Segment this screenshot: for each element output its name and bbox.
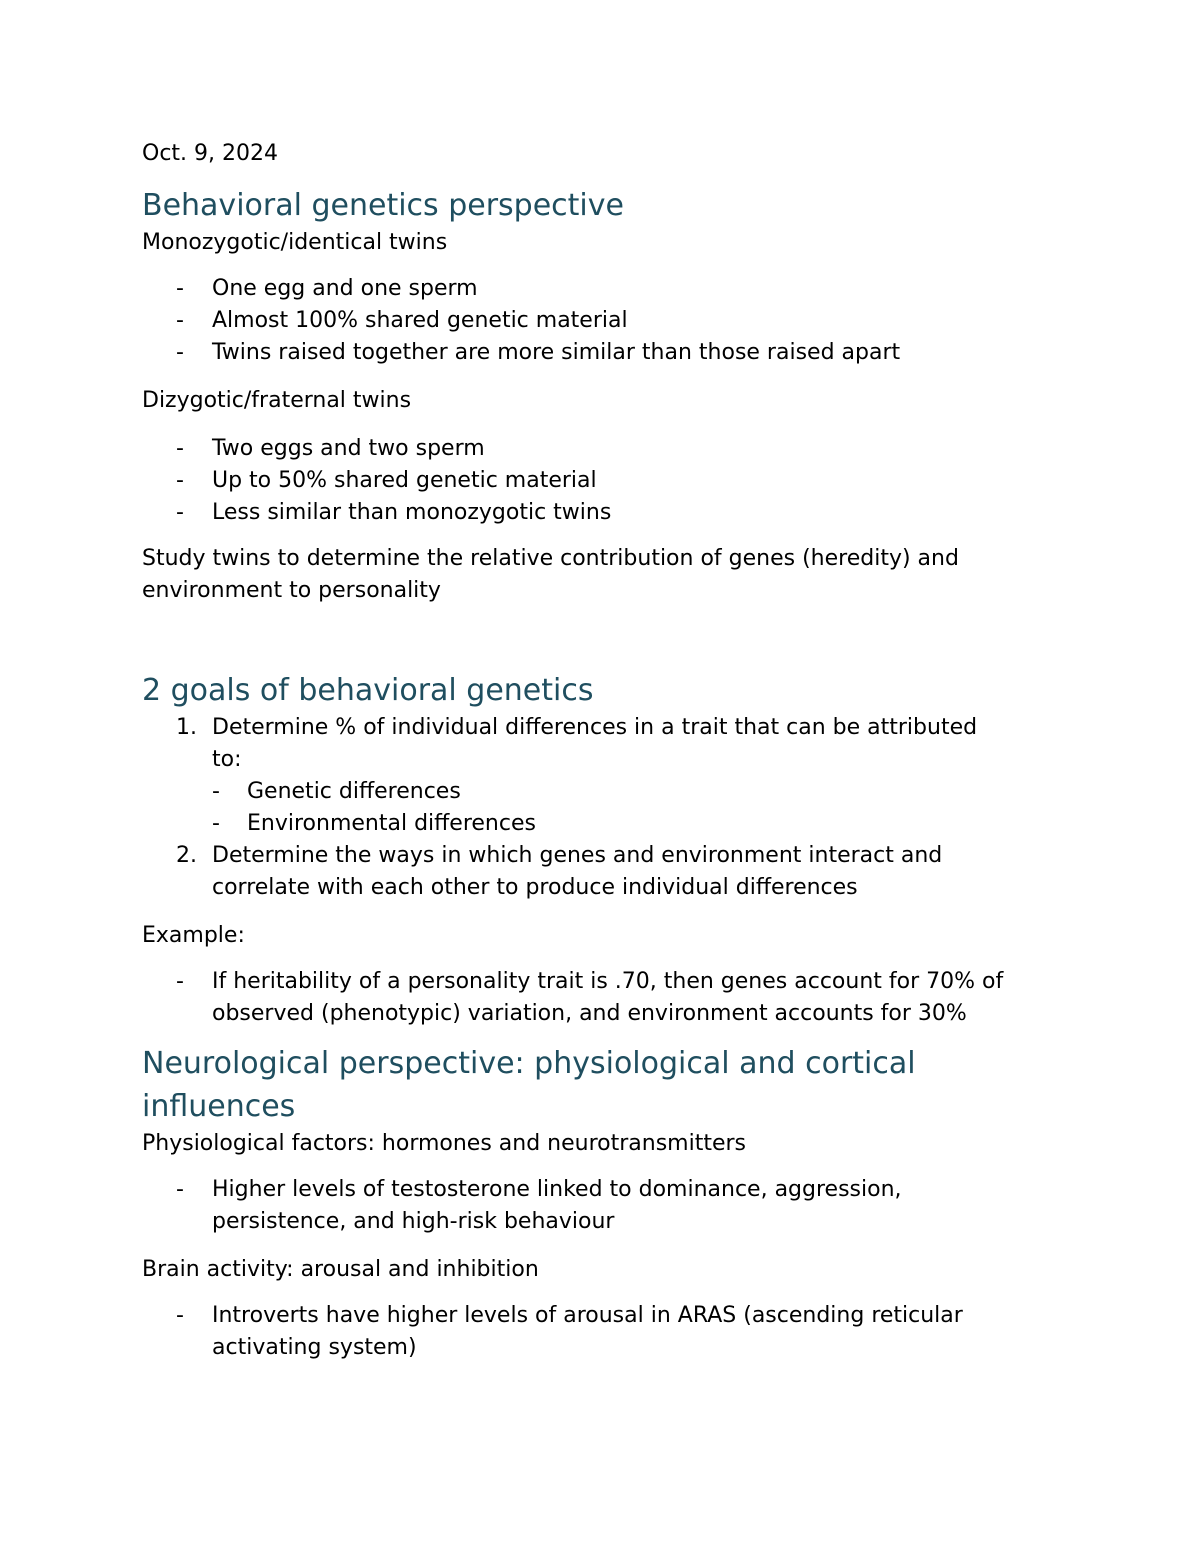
- list-item: [142, 1300, 1062, 1364]
- goal-item-1: [142, 712, 1062, 840]
- list-item: - One egg and one sperm: [142, 273, 1062, 305]
- physiological-line-1: - Higher levels of testosterone linked to dominance, aggression,: [212, 1177, 902, 1202]
- document-body: [142, 138, 1062, 1364]
- goals-list: [142, 712, 1062, 904]
- physiological-line-2: persistence, and high-risk behaviour: [212, 1209, 615, 1234]
- goal-2-line-2: correlate with each other to produce individual differences: [212, 875, 858, 900]
- heading-neurological: [142, 1042, 1062, 1128]
- di-twins-title: Dizygotic/fraternal twins: [142, 388, 412, 413]
- heading-neurological-line-2: influences: [142, 1089, 296, 1124]
- physiological-list: [142, 1174, 1062, 1238]
- brain-activity-list: [142, 1300, 1062, 1364]
- goal-1-line-1: Determine % of individual differences in a trait that can be attributed: [212, 715, 978, 740]
- date-line: Oct. 9, 2024: [142, 141, 278, 166]
- heading-neurological-line-1: Neurological perspective: physiological and cortical: [142, 1046, 916, 1081]
- goal-number: 1.: [176, 715, 197, 740]
- study-twins-line-2: environment to personality: [142, 578, 441, 603]
- list-item: - Up to 50% shared genetic material: [142, 465, 1062, 497]
- heading-behavioral-genetics: Behavioral genetics perspective: [142, 188, 624, 223]
- goal-1-sublist: [212, 776, 1062, 840]
- list-item: - Two eggs and two sperm: [142, 433, 1062, 465]
- example-title: Example:: [142, 923, 245, 948]
- list-item: - Environmental differences: [212, 808, 1062, 840]
- goal-item-2: [142, 840, 1062, 904]
- goal-2-line-1: Determine the ways in which genes and environment interact and: [212, 843, 943, 868]
- goal-1-line-2: to:: [212, 747, 242, 772]
- mono-twins-title: Monozygotic/identical twins: [142, 230, 448, 255]
- list-item: - Twins raised together are more similar than those raised apart: [142, 337, 1062, 369]
- brain-line-2: activating system): [212, 1335, 417, 1360]
- list-item: - Almost 100% shared genetic material: [142, 305, 1062, 337]
- physiological-title: Physiological factors: hormones and neurotransmitters: [142, 1131, 747, 1156]
- mono-twins-list: [142, 273, 1062, 369]
- di-twins-list: [142, 433, 1062, 529]
- example-list: [142, 966, 1062, 1030]
- example-line-1: - If heritability of a personality trait is .70, then genes account for 70% of: [212, 969, 1004, 994]
- brain-line-1: - Introverts have higher levels of arousal in ARAS (ascending reticular: [212, 1303, 963, 1328]
- example-line-2: observed (phenotypic) variation, and environment accounts for 30%: [212, 1001, 967, 1026]
- list-item: - Genetic differences: [212, 776, 1062, 808]
- list-item: [142, 1174, 1062, 1238]
- study-twins-line-1: Study twins to determine the relative contribution of genes (heredity) and: [142, 546, 959, 571]
- list-item: - Less similar than monozygotic twins: [142, 497, 1062, 529]
- goal-number: 2.: [176, 843, 197, 868]
- heading-goals: 2 goals of behavioral genetics: [142, 673, 594, 708]
- brain-activity-title: Brain activity: arousal and inhibition: [142, 1257, 539, 1282]
- list-item: [142, 966, 1062, 1030]
